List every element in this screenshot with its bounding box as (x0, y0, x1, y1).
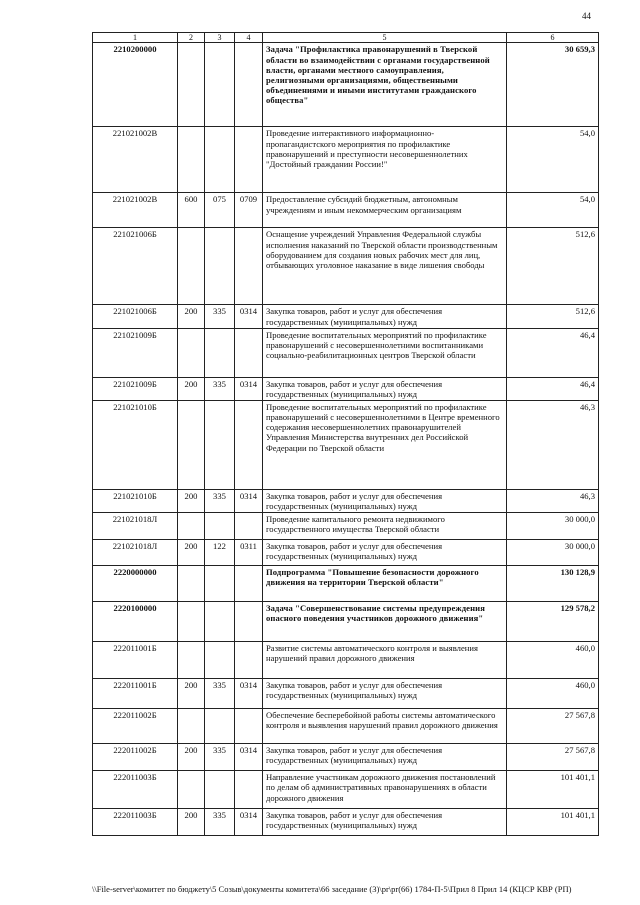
cell-kvr (178, 642, 205, 679)
cell-description: Обеспечение бесперебойной работы системы автоматического контроля и выявления нарушений правил дорожного движения (263, 709, 507, 744)
table-row (93, 744, 599, 771)
table-row (93, 127, 599, 193)
cell-description: Закупка товаров, работ и услуг для обеспечения государственных (муниципальных) нужд (263, 679, 507, 709)
table-row (93, 513, 599, 540)
cell-section (235, 566, 263, 602)
cell-kvr (178, 771, 205, 809)
cell-code: 221021009Б (93, 377, 178, 400)
file-path-footer: \\File-server\комитет по бюджету\5 Созыв\документы комитета\66 заседание (3)\pr\pr(66) 1784-П-5\Прил 8 Прил 14 (КЦСР КВР (РП) (92, 884, 572, 894)
cell-kvr (178, 709, 205, 744)
cell-description: Проведение интерактивного информационно-пропагандистского мероприятия по профилактике правонарушений и преступности несовершеннолетних "Достойный гражданин России!" (263, 127, 507, 193)
cell-kvr: 600 (178, 193, 205, 228)
cell-code: 2210200000 (93, 43, 178, 127)
cell-kvr: 200 (178, 305, 205, 328)
table-row (93, 642, 599, 679)
cell-kvr (178, 43, 205, 127)
cell-code: 221021006Б (93, 305, 178, 328)
cell-section: 0314 (235, 809, 263, 836)
cell-amount: 101 401,1 (507, 771, 599, 809)
cell-description: Закупка товаров, работ и услуг для обеспечения государственных (муниципальных) нужд (263, 490, 507, 513)
table-row (93, 490, 599, 513)
cell-ministry (205, 709, 235, 744)
cell-code: 2220000000 (93, 566, 178, 602)
cell-description: Закупка товаров, работ и услуг для обеспечения государственных (муниципальных) нужд (263, 305, 507, 328)
cell-kvr: 200 (178, 540, 205, 566)
cell-section (235, 328, 263, 377)
cell-code: 222011001Б (93, 679, 178, 709)
cell-amount: 27 567,8 (507, 744, 599, 771)
cell-kvr (178, 513, 205, 540)
cell-section: 0314 (235, 744, 263, 771)
cell-amount: 512,6 (507, 228, 599, 305)
cell-kvr (178, 401, 205, 490)
cell-amount: 54,0 (507, 127, 599, 193)
cell-section: 0314 (235, 679, 263, 709)
cell-ministry: 335 (205, 679, 235, 709)
cell-amount: 30 659,3 (507, 43, 599, 127)
cell-section (235, 43, 263, 127)
table-row (93, 193, 599, 228)
column-header: 3 (205, 33, 235, 43)
cell-ministry (205, 602, 235, 642)
cell-section: 0314 (235, 305, 263, 328)
cell-ministry: 075 (205, 193, 235, 228)
cell-ministry (205, 228, 235, 305)
cell-kvr (178, 566, 205, 602)
cell-section: 0311 (235, 540, 263, 566)
cell-kvr (178, 127, 205, 193)
cell-section (235, 127, 263, 193)
cell-amount: 129 578,2 (507, 602, 599, 642)
cell-code: 222011003Б (93, 809, 178, 836)
budget-table (92, 32, 599, 836)
cell-amount: 46,3 (507, 490, 599, 513)
cell-amount: 512,6 (507, 305, 599, 328)
cell-ministry (205, 771, 235, 809)
cell-description: Развитие системы автоматического контроля и выявления нарушений правил дорожного движения (263, 642, 507, 679)
cell-description: Закупка товаров, работ и услуг для обеспечения государственных (муниципальных) нужд (263, 744, 507, 771)
table-row (93, 602, 599, 642)
cell-code: 221021018Л (93, 513, 178, 540)
cell-ministry (205, 513, 235, 540)
cell-section (235, 771, 263, 809)
cell-description: Проведение капитального ремонта недвижимого государственного имущества Тверской области (263, 513, 507, 540)
table-row (93, 228, 599, 305)
cell-amount: 54,0 (507, 193, 599, 228)
cell-kvr: 200 (178, 679, 205, 709)
cell-description: Проведение воспитательных мероприятий по профилактике правонарушений с несовершеннолетними воспитанниками социально-реабилитационных центров Тверской области (263, 328, 507, 377)
cell-description: Закупка товаров, работ и услуг для обеспечения государственных (муниципальных) нужд (263, 377, 507, 400)
column-header: 4 (235, 33, 263, 43)
cell-ministry: 335 (205, 809, 235, 836)
table-body (93, 43, 599, 836)
cell-amount: 46,3 (507, 401, 599, 490)
table-row (93, 540, 599, 566)
cell-description: Задача "Совершенствование системы предупреждения опасного поведения участников дорожного движения" (263, 602, 507, 642)
cell-kvr (178, 228, 205, 305)
column-header: 6 (507, 33, 599, 43)
cell-section (235, 602, 263, 642)
cell-description: Предоставление субсидий бюджетным, автономным учреждениям и иным некоммерческим организациям (263, 193, 507, 228)
cell-section (235, 228, 263, 305)
cell-kvr (178, 328, 205, 377)
cell-amount: 27 567,8 (507, 709, 599, 744)
cell-ministry (205, 642, 235, 679)
cell-section (235, 709, 263, 744)
cell-amount: 46,4 (507, 328, 599, 377)
table-row (93, 679, 599, 709)
cell-amount: 460,0 (507, 679, 599, 709)
cell-section: 0709 (235, 193, 263, 228)
cell-ministry: 335 (205, 377, 235, 400)
cell-description: Направление участникам дорожного движения постановлений по делам об административных правонарушениях в области дорожного движения (263, 771, 507, 809)
table-row (93, 401, 599, 490)
cell-description: Проведение воспитательных мероприятий по профилактике правонарушений с несовершеннолетними в Центре временного содержания несовершеннолетних правонарушителей Управления Министерства внутренних дел Российской Федерации по Тверской области (263, 401, 507, 490)
cell-section: 0314 (235, 377, 263, 400)
cell-code: 221021010Б (93, 490, 178, 513)
cell-code: 222011002Б (93, 744, 178, 771)
cell-ministry (205, 566, 235, 602)
cell-amount: 460,0 (507, 642, 599, 679)
cell-code: 221021002В (93, 127, 178, 193)
cell-ministry (205, 401, 235, 490)
cell-code: 221021002В (93, 193, 178, 228)
cell-section (235, 513, 263, 540)
table-header-row (93, 33, 599, 43)
cell-amount: 101 401,1 (507, 809, 599, 836)
column-header: 2 (178, 33, 205, 43)
cell-code: 221021006Б (93, 228, 178, 305)
cell-kvr: 200 (178, 809, 205, 836)
cell-ministry (205, 43, 235, 127)
cell-kvr (178, 602, 205, 642)
table-row (93, 771, 599, 809)
column-header: 1 (93, 33, 178, 43)
cell-ministry: 335 (205, 490, 235, 513)
cell-code: 221021018Л (93, 540, 178, 566)
table-row (93, 566, 599, 602)
column-header: 5 (263, 33, 507, 43)
cell-amount: 130 128,9 (507, 566, 599, 602)
cell-ministry: 122 (205, 540, 235, 566)
cell-section (235, 401, 263, 490)
cell-code: 221021010Б (93, 401, 178, 490)
table-row (93, 809, 599, 836)
cell-code: 222011001Б (93, 642, 178, 679)
cell-amount: 30 000,0 (507, 540, 599, 566)
cell-kvr: 200 (178, 377, 205, 400)
cell-description: Подпрограмма "Повышение безопасности дорожного движения на территории Тверской области" (263, 566, 507, 602)
cell-code: 222011003Б (93, 771, 178, 809)
cell-ministry (205, 127, 235, 193)
cell-description: Закупка товаров, работ и услуг для обеспечения государственных (муниципальных) нужд (263, 809, 507, 836)
cell-description: Закупка товаров, работ и услуг для обеспечения государственных (муниципальных) нужд (263, 540, 507, 566)
table-row (93, 328, 599, 377)
cell-description: Задача "Профилактика правонарушений в Тверской области во взаимодействии с органами государственной власти, органами местного самоуправления, религиозными организациями, общественными объединениями и иными институтами гражданского общества" (263, 43, 507, 127)
cell-code: 222011002Б (93, 709, 178, 744)
page-number: 44 (582, 11, 591, 21)
cell-kvr: 200 (178, 490, 205, 513)
cell-amount: 46,4 (507, 377, 599, 400)
table-row (93, 377, 599, 400)
cell-ministry: 335 (205, 744, 235, 771)
cell-amount: 30 000,0 (507, 513, 599, 540)
cell-ministry: 335 (205, 305, 235, 328)
cell-section (235, 642, 263, 679)
cell-code: 221021009Б (93, 328, 178, 377)
cell-ministry (205, 328, 235, 377)
cell-code: 2220100000 (93, 602, 178, 642)
cell-section: 0314 (235, 490, 263, 513)
cell-kvr: 200 (178, 744, 205, 771)
table-row (93, 305, 599, 328)
table-row (93, 709, 599, 744)
table-row (93, 43, 599, 127)
cell-description: Оснащение учреждений Управления Федеральной службы исполнения наказаний по Тверской области производственным оборудованием для создания новых рабочих мест для лиц, отбывающих уголовное наказание в виде лишения свободы (263, 228, 507, 305)
